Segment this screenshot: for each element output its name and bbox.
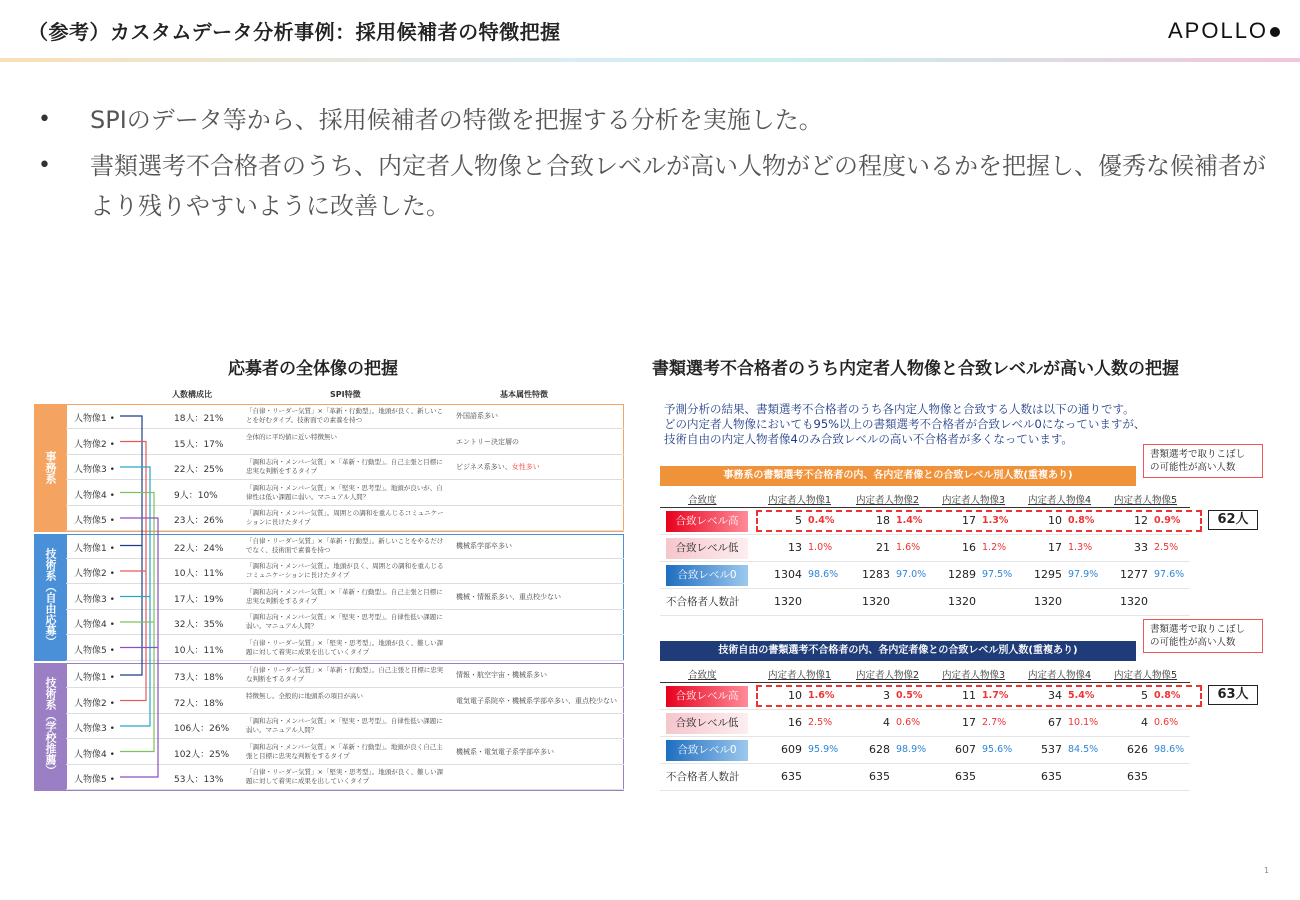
column-header: 内定者人物像4	[1028, 670, 1092, 681]
count-value: 1283	[862, 568, 890, 581]
count-ratio: 17人：19%	[174, 594, 224, 605]
spi-feature: 「調和志向・メンバー気質」×「堅実・思考型」。自律性低い課題に弱い。マニュアル人間？	[246, 717, 443, 734]
table-row	[660, 764, 1190, 791]
spi-feature: 特徴無し。全般的に地頭系の項目が高い	[246, 691, 363, 700]
table-row	[66, 506, 624, 531]
match-level-label: 不合格者人数計	[666, 596, 740, 608]
percent-value: 98.9%	[896, 744, 927, 755]
column-header: SPI特徴	[330, 390, 361, 399]
percent-value: 1.0%	[808, 542, 833, 553]
spi-feature: 「自律・リーダー気質」×「堅実・思考型」。地頭が良く、難しい課題に対して着実に成果を出していくタイプ	[246, 768, 444, 785]
callout-line: の可能性が高い人数	[1150, 462, 1236, 473]
persona-label: 人物像2 •	[74, 439, 115, 450]
spi-feature: 「自律・リーダー気質」×「堅実・思考型」。地頭が良く、難しい課題に対して着実に成果を出していくタイプ	[246, 638, 444, 656]
group-label: 技術系（自由応募）	[34, 534, 66, 662]
page-number: 1	[1264, 866, 1270, 875]
callout-box	[1143, 444, 1263, 478]
attribute-feature: 電気電子系院卒・機械系学部卒多い、重点校少ない	[456, 696, 617, 705]
page-title: （参考）カスタムデータ分析事例：採用候補者の特徴把握	[28, 20, 561, 44]
table-row	[66, 559, 624, 584]
right-section-title: 書類選考不合格者のうち内定者人物像と合致レベルが高い人数の把握	[652, 359, 1179, 379]
count-value: 3	[883, 689, 890, 702]
spi-feature: 「調和志向・メンバー気質」×「革新・行動型」。地頭が良く自己主張と目標に忠実な判断をするタイプ	[246, 742, 443, 760]
table-row	[66, 714, 624, 739]
match-level-label: 合致レベル高	[666, 686, 748, 707]
count-value: 11	[962, 689, 976, 702]
count-value: 4	[883, 716, 890, 729]
attribute-feature: 機械・情報系多い、重点校少ない	[456, 592, 561, 601]
persona-label: 人物像3 •	[74, 465, 115, 475]
column-header: 内定者人物像4	[1028, 495, 1092, 506]
spi-feature: 「調和志向・メンバー気質」×「革新・行動型」。自己主張と目標に忠実な判断をするタイプ	[246, 587, 443, 605]
high-match-total: 63人	[1208, 685, 1258, 705]
count-ratio: 32人：35%	[174, 620, 224, 630]
match-level-label: 合致レベル0	[666, 565, 748, 586]
percent-value: 95.6%	[982, 744, 1013, 755]
percent-value: 98.6%	[1154, 744, 1185, 755]
attribute-feature: 機械系・電気電子系学部卒多い	[456, 747, 554, 756]
percent-value: 0.4%	[808, 515, 835, 526]
table-row	[66, 481, 624, 506]
table-row	[660, 535, 1190, 562]
percent-value: 2.7%	[982, 717, 1007, 728]
percent-value: 95.9%	[808, 744, 839, 755]
percent-value: 84.5%	[1068, 744, 1099, 755]
bullet-dot-icon: •	[38, 153, 51, 178]
count-value: 1289	[948, 568, 976, 581]
percent-value: 98.6%	[808, 569, 839, 580]
table-row	[66, 585, 624, 610]
count-ratio: 23人：26%	[174, 516, 224, 526]
attribute-feature: ビジネス系多い、女性多い	[456, 463, 540, 471]
callout-line: の可能性が高い人数	[1150, 637, 1236, 648]
count-ratio: 106人：26%	[174, 724, 230, 734]
column-header: 基本属性特徴	[500, 390, 548, 399]
count-value: 4	[1141, 716, 1148, 729]
spi-feature: 「調和志向・メンバー気質」。周囲との調和を重んじるコミュニケーションに長けたタイプ	[246, 509, 444, 526]
count-ratio: 22人：24%	[174, 543, 224, 554]
percent-value: 1.3%	[982, 515, 1009, 526]
percent-value: 1.6%	[896, 542, 921, 553]
persona-label: 人物像1 •	[74, 673, 115, 683]
table-header	[660, 665, 1190, 683]
column-header: 内定者人物像3	[942, 495, 1006, 506]
percent-value: 0.6%	[1154, 717, 1179, 728]
left-section-title: 応募者の全体像の把握	[228, 359, 398, 379]
percent-value: 97.6%	[1154, 569, 1185, 580]
table-row	[66, 404, 624, 429]
persona-label: 人物像4 •	[74, 490, 115, 501]
percent-value: 1.2%	[982, 542, 1007, 553]
count-value: 609	[781, 743, 802, 756]
column-header: 内定者人物像2	[856, 495, 920, 506]
match-level-label: 合致レベル低	[666, 713, 748, 734]
count-value: 12	[1134, 514, 1148, 527]
percent-value: 0.5%	[896, 690, 923, 701]
analysis-note	[664, 402, 1145, 447]
slide-header	[0, 0, 1300, 60]
column-header: 人数構成比	[172, 390, 212, 399]
count-ratio: 102人：25%	[174, 749, 230, 760]
count-value: 1320	[1120, 595, 1148, 608]
persona-label: 人物像1 •	[74, 414, 115, 424]
percent-value: 97.0%	[896, 569, 927, 580]
bullet-item: • 書類選考不合格者のうち、内定者人物像と合致レベルが高い人物がどの程度いるかを把握し、優秀な候補者がより残りやすいように改善した。	[38, 146, 1278, 226]
percent-value: 1.7%	[982, 690, 1009, 701]
group-label: 事務系	[34, 404, 66, 532]
count-ratio: 53人：13%	[174, 775, 224, 785]
spi-feature: 「自律・リーダー気質」×「革新・行動型」。新しいことをやるだけでなく、技術面で素養を持つ	[246, 536, 444, 554]
count-ratio: 72人：18%	[174, 698, 224, 709]
table-row	[66, 636, 624, 661]
count-value: 635	[955, 770, 976, 783]
count-value: 17	[1048, 541, 1062, 554]
count-value: 626	[1127, 743, 1148, 756]
count-value: 13	[788, 541, 802, 554]
persona-label: 人物像3 •	[74, 594, 115, 605]
spi-feature: 「調和志向・メンバー気質」×「革新・行動型」。自己主張と目標に忠実な判断をするタイプ	[246, 458, 443, 475]
column-header: 内定者人物像3	[942, 670, 1006, 681]
count-value: 17	[962, 514, 976, 527]
count-value: 635	[1127, 770, 1148, 783]
attribute-feature: エントリー決定層の	[456, 437, 519, 446]
table-title-bar: 事務系の書類選考不合格者の内、各内定者像との合致レベル別人数(重複あり)	[660, 466, 1136, 486]
spi-feature: 全体的に平均値に近い特徴無い	[246, 432, 337, 441]
count-ratio: 73人：18%	[174, 673, 224, 683]
column-header: 内定者人物像1	[768, 670, 832, 681]
column-header: 合致度	[688, 495, 717, 506]
table-header	[660, 490, 1190, 508]
persona-label: 人物像4 •	[74, 749, 115, 760]
count-value: 537	[1041, 743, 1062, 756]
high-match-highlight	[756, 510, 1202, 532]
attribute-feature: 外国語系多い	[456, 412, 498, 420]
count-ratio: 15人：17%	[174, 439, 224, 450]
count-value: 16	[788, 716, 802, 729]
percent-value: 97.9%	[1068, 569, 1099, 580]
count-value: 1320	[1034, 595, 1062, 608]
count-value: 10	[788, 689, 802, 702]
attribute-feature: 機械系学部卒多い	[456, 541, 512, 550]
match-level-label: 合致レベル0	[666, 740, 748, 761]
attribute-highlight: 女性多い	[511, 463, 540, 471]
count-value: 5	[795, 514, 802, 527]
percent-value: 0.8%	[1154, 690, 1181, 701]
count-value: 635	[1041, 770, 1062, 783]
group-label: 技術系（学校推薦）	[34, 663, 66, 791]
percent-value: 0.8%	[1068, 515, 1095, 526]
column-header: 内定者人物像1	[768, 495, 832, 506]
table-row	[660, 710, 1190, 737]
column-header: 内定者人物像5	[1114, 495, 1178, 506]
analysis-note-line: どの内定者人物像においても95%以上の書類選考不合格者が合致レベル0になっていますが、	[664, 417, 1146, 431]
count-value: 635	[869, 770, 890, 783]
table-row	[66, 689, 624, 714]
persona-label: 人物像5 •	[74, 645, 115, 656]
spi-feature: 「自律・リーダー気質」×「革新・行動型」。自己主張と目標に忠実な判断をするタイプ	[246, 666, 444, 683]
count-value: 10	[1048, 514, 1062, 527]
count-value: 18	[876, 514, 890, 527]
bullet-list	[38, 100, 1278, 232]
table-row	[660, 737, 1190, 764]
match-level-label: 不合格者人数計	[666, 771, 740, 783]
percent-value: 2.5%	[808, 717, 833, 728]
count-value: 1320	[774, 595, 802, 608]
count-ratio: 22人：25%	[174, 465, 224, 475]
persona-label: 人物像2 •	[74, 698, 115, 709]
count-value: 17	[962, 716, 976, 729]
bullet-dot-icon: •	[38, 107, 51, 132]
spi-feature: 「調和志向・メンバー気質」。地頭が良く、周囲との調和を重んじるコミュニケーションに長けたタイプ	[246, 562, 444, 579]
count-value: 21	[876, 541, 890, 554]
count-ratio: 10人：11%	[174, 569, 224, 579]
count-value: 33	[1134, 541, 1148, 554]
table-row	[66, 740, 624, 765]
percent-value: 1.4%	[896, 515, 923, 526]
column-header: 内定者人物像5	[1114, 670, 1178, 681]
persona-label: 人物像4 •	[74, 620, 115, 630]
column-header: 合致度	[688, 670, 717, 681]
persona-label: 人物像1 •	[74, 543, 115, 554]
callout-box	[1143, 619, 1263, 653]
percent-value: 5.4%	[1068, 690, 1095, 701]
count-ratio: 9人：10%	[174, 490, 218, 501]
percent-value: 10.1%	[1068, 717, 1099, 728]
spi-feature: 「自律・リーダー気質」×「革新・行動型」。地頭が良く、新しいことを好むタイプ。技術面での素養を持つ	[246, 407, 444, 424]
count-value: 16	[962, 541, 976, 554]
count-value: 1320	[948, 595, 976, 608]
table-row	[66, 455, 624, 480]
high-match-highlight	[756, 685, 1202, 707]
header-divider	[0, 58, 1300, 62]
percent-value: 0.9%	[1154, 515, 1181, 526]
percent-value: 1.6%	[808, 690, 835, 701]
logo-dot-icon	[1270, 27, 1280, 37]
count-value: 5	[1141, 689, 1148, 702]
count-value: 635	[781, 770, 802, 783]
count-value: 34	[1048, 689, 1062, 702]
persona-label: 人物像5 •	[74, 516, 115, 526]
table-row	[66, 610, 624, 635]
table-row	[66, 430, 624, 455]
count-value: 607	[955, 743, 976, 756]
high-match-total: 62人	[1208, 510, 1258, 530]
table-row	[66, 765, 624, 790]
apollo-logo: APOLLO	[1168, 18, 1280, 44]
count-value: 1304	[774, 568, 802, 581]
table-row	[66, 534, 624, 559]
percent-value: 0.6%	[896, 717, 921, 728]
table-row	[660, 589, 1190, 616]
table-title-bar: 技術自由の書類選考不合格者の内、各内定者像との合致レベル別人数(重複あり)	[660, 641, 1136, 661]
match-level-label: 合致レベル低	[666, 538, 748, 559]
bullet-item: • SPIのデータ等から、採用候補者の特徴を把握する分析を実施した。	[38, 100, 1278, 140]
count-value: 1277	[1120, 568, 1148, 581]
persona-label: 人物像3 •	[74, 724, 115, 734]
percent-value: 97.5%	[982, 569, 1013, 580]
attribute-feature: 情報・航空宇宙・機械系多い	[456, 671, 547, 679]
count-ratio: 10人：11%	[174, 645, 224, 656]
count-value: 628	[869, 743, 890, 756]
callout-line: 書類選考で取りこぼし	[1150, 624, 1246, 635]
count-value: 1320	[862, 595, 890, 608]
count-value: 67	[1048, 716, 1062, 729]
table-row	[660, 562, 1190, 589]
percent-value: 1.3%	[1068, 542, 1093, 553]
spi-feature: 「調和志向・メンバー気質」×「堅実・思考型」。自律性低い課題に弱い。マニュアル人間？	[246, 613, 443, 630]
callout-line: 書類選考で取りこぼし	[1150, 449, 1246, 460]
persona-label: 人物像2 •	[74, 569, 115, 579]
percent-value: 2.5%	[1154, 542, 1179, 553]
table-row	[66, 663, 624, 688]
persona-label: 人物像5 •	[74, 775, 115, 785]
count-value: 1295	[1034, 568, 1062, 581]
analysis-note-line: 技術自由の内定人物者像4のみ合致レベルの高い不合格者が多くなっています。	[664, 432, 1073, 446]
spi-feature: 「調和志向・メンバー気質」×「堅実・思考型」。地頭が良いが、自律性は低い課題に弱い。マニュアル人間？	[246, 483, 443, 501]
match-level-label: 合致レベル高	[666, 511, 748, 532]
analysis-note-line: 予測分析の結果、書類選考不合格者のうち各内定人物像と合致する人数は以下の通りです。	[664, 402, 1135, 416]
column-header: 内定者人物像2	[856, 670, 920, 681]
count-ratio: 18人：21%	[174, 414, 224, 424]
